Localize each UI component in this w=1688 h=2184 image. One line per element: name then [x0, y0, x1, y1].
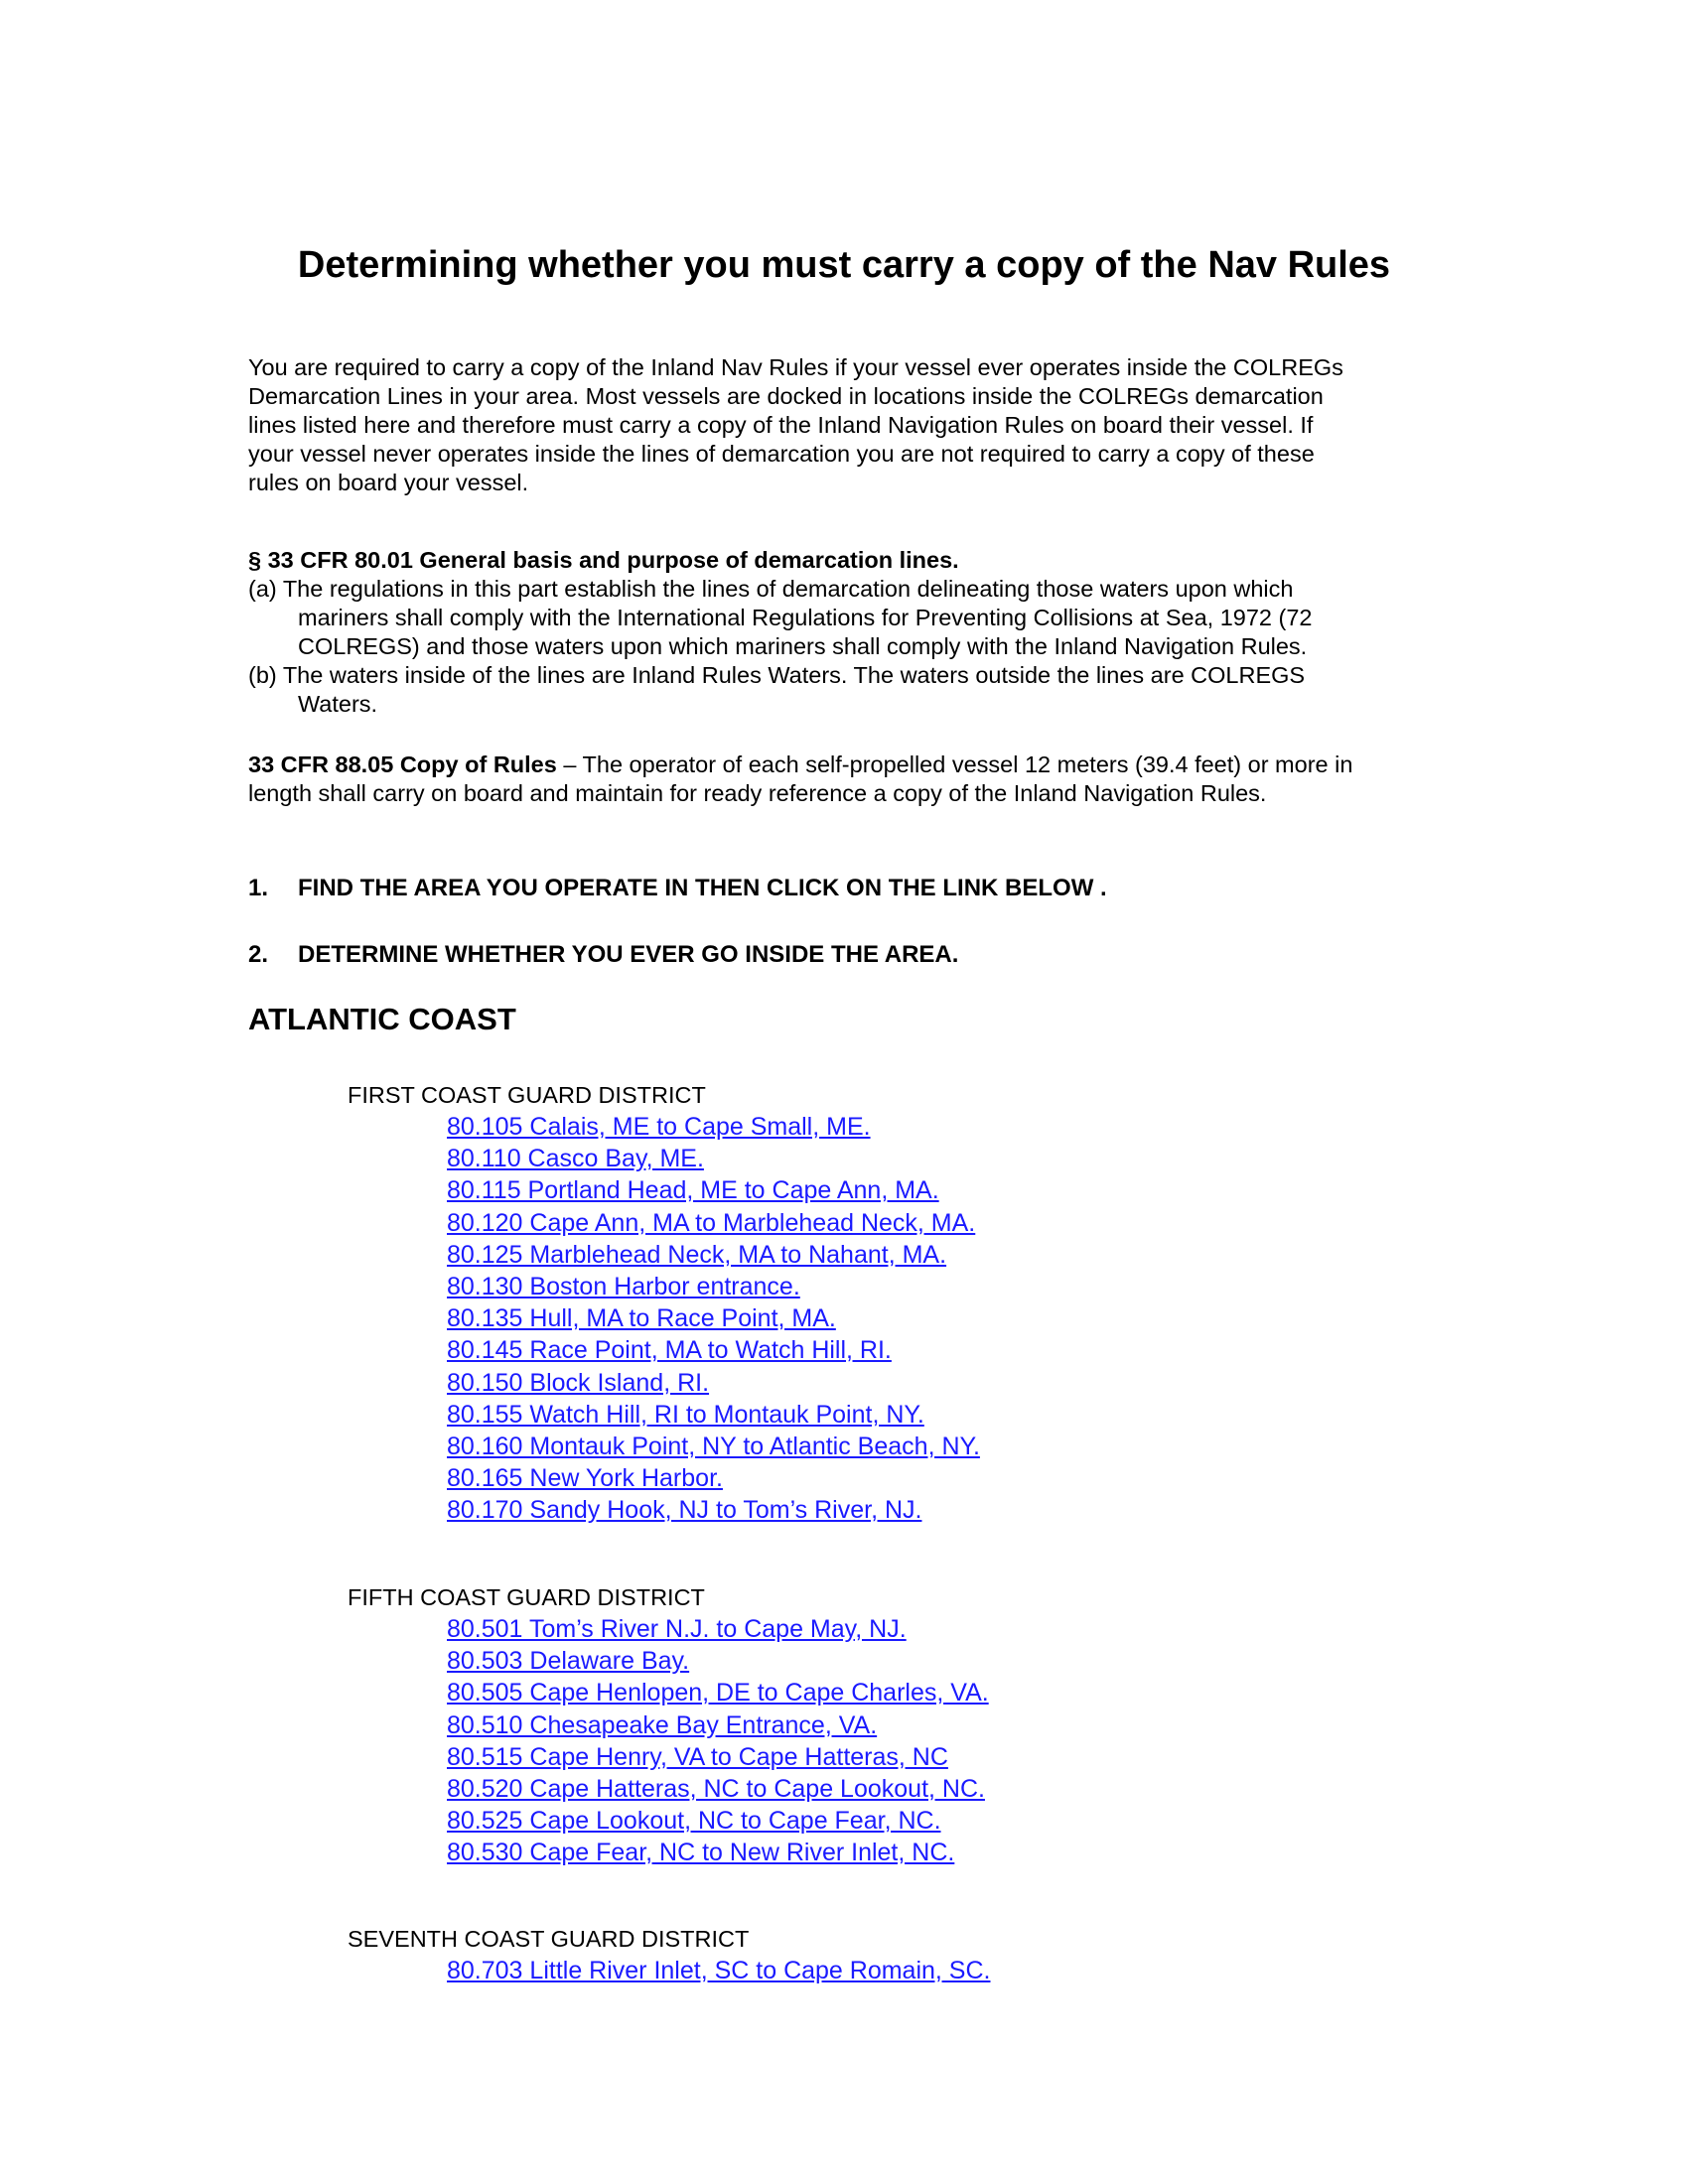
step-2: [248, 940, 958, 970]
demarcation-link[interactable]: 80.503 Delaware Bay.: [447, 1647, 690, 1676]
list-item: [447, 1773, 989, 1805]
list-item: [447, 1367, 980, 1399]
demarcation-link[interactable]: 80.525 Cape Lookout, NC to Cape Fear, NC.: [447, 1807, 941, 1836]
list-item: [447, 1613, 989, 1645]
demarcation-link[interactable]: 80.115 Portland Head, ME to Cape Ann, MA.: [447, 1176, 939, 1205]
list-item: [447, 1805, 989, 1837]
page-title: Determining whether you must carry a copy of the Nav Rules: [297, 244, 1391, 286]
demarcation-link[interactable]: 80.510 Chesapeake Bay Entrance, VA.: [447, 1710, 878, 1739]
list-item: [447, 1709, 989, 1741]
list-item: [447, 1399, 980, 1431]
list-item: [447, 1677, 989, 1708]
demarcation-link[interactable]: 80.160 Montauk Point, NY to Atlantic Beach, NY.: [447, 1433, 980, 1461]
demarcation-link[interactable]: 80.130 Boston Harbor entrance.: [447, 1273, 800, 1301]
demarcation-link[interactable]: 80.703 Little River Inlet, SC to Cape Romain, SC.: [447, 1957, 991, 1984]
first-district-section: [348, 1079, 980, 1527]
section-80-01-b: (b) The waters inside of the lines are Inland Rules Waters. The waters outside the lines are COLREGS: [248, 662, 1306, 688]
step-number: 1.: [248, 875, 269, 901]
section-88-05-text: – The operator of each self-propelled vessel 12 meters (39.4 feet) or more in: [556, 751, 1353, 777]
list-item: [447, 1741, 989, 1773]
section-88-05-line: length shall carry on board and maintain for ready reference a copy of the Inland Navigation Rules.: [248, 780, 1267, 806]
district-link-list: [348, 1613, 989, 1869]
section-80-01-heading: § 33 CFR 80.01 General basis and purpose of demarcation lines.: [248, 547, 959, 573]
list-item: [447, 1271, 980, 1302]
district-name: FIFTH COAST GUARD DISTRICT: [348, 1584, 705, 1610]
list-item: [447, 1334, 980, 1366]
list-item: [447, 1143, 980, 1174]
list-item: [447, 1239, 980, 1271]
district-name: FIRST COAST GUARD DISTRICT: [348, 1082, 706, 1108]
demarcation-link[interactable]: 80.105 Calais, ME to Cape Small, ME.: [447, 1113, 871, 1141]
section-80-01-a-cont: mariners shall comply with the International Regulations for Preventing Collisions at Sea, 1972 (72: [298, 605, 1313, 630]
section-80-01-a: (a) The regulations in this part establish the lines of demarcation delineating those waters upon which: [248, 576, 1294, 602]
section-80-01-b-cont: Waters.: [298, 691, 378, 717]
section-88-05: [248, 751, 1440, 808]
intro-paragraph: [248, 353, 1440, 497]
demarcation-link[interactable]: 80.505 Cape Henlopen, DE to Cape Charles, VA.: [447, 1679, 989, 1707]
section-88-05-heading: 33 CFR 88.05 Copy of Rules: [248, 751, 557, 777]
demarcation-link[interactable]: 80.125 Marblehead Neck, MA to Nahant, MA.: [447, 1240, 947, 1269]
intro-line: rules on board your vessel.: [248, 470, 529, 495]
list-item: [447, 1302, 980, 1334]
list-item: [447, 1837, 989, 1868]
step-text: DETERMINE WHETHER YOU EVER GO INSIDE THE AREA.: [298, 941, 959, 968]
demarcation-link[interactable]: 80.165 New York Harbor.: [447, 1464, 723, 1493]
section-88-05-line: [248, 751, 1440, 779]
list-item: [447, 1645, 989, 1677]
step-text: FIND THE AREA YOU OPERATE IN THEN CLICK ON THE LINK BELOW .: [298, 875, 1107, 901]
demarcation-link[interactable]: 80.170 Sandy Hook, NJ to Tom’s River, NJ.: [447, 1496, 922, 1525]
demarcation-link[interactable]: 80.145 Race Point, MA to Watch Hill, RI.: [447, 1336, 892, 1365]
district-name: SEVENTH COAST GUARD DISTRICT: [348, 1926, 750, 1952]
step-1: [248, 874, 1107, 903]
list-item: [447, 1111, 980, 1143]
list-item: [447, 1462, 980, 1494]
intro-line: lines listed here and therefore must carry a copy of the Inland Navigation Rules on board their vessel. If: [248, 412, 1314, 438]
list-item: [447, 1431, 980, 1462]
intro-line: your vessel never operates inside the lines of demarcation you are not required to carry a copy of these: [248, 441, 1315, 467]
demarcation-link[interactable]: 80.501 Tom’s River N.J. to Cape May, NJ.: [447, 1615, 907, 1643]
section-80-01: [248, 546, 1440, 719]
seventh-district-section: [348, 1923, 991, 1986]
list-item: [447, 1207, 980, 1239]
demarcation-link[interactable]: 80.110 Casco Bay, ME.: [447, 1145, 704, 1173]
demarcation-link[interactable]: 80.530 Cape Fear, NC to New River Inlet, NC.: [447, 1839, 955, 1867]
demarcation-link[interactable]: 80.155 Watch Hill, RI to Montauk Point, NY.: [447, 1400, 924, 1429]
intro-line: You are required to carry a copy of the Inland Nav Rules if your vessel ever operates inside the COLREGs: [248, 354, 1343, 380]
list-item: [447, 1955, 991, 1986]
list-item: [447, 1174, 980, 1206]
demarcation-link[interactable]: 80.515 Cape Henry, VA to Cape Hatteras, NC: [447, 1742, 948, 1771]
demarcation-link[interactable]: 80.520 Cape Hatteras, NC to Cape Lookout, NC.: [447, 1775, 985, 1804]
fifth-district-section: [348, 1581, 989, 1869]
section-80-01-a-cont: COLREGS) and those waters upon which mariners shall comply with the Inland Navigation Rules.: [298, 633, 1308, 659]
step-number: 2.: [248, 941, 269, 968]
district-link-list: [348, 1955, 991, 1986]
demarcation-link[interactable]: 80.135 Hull, MA to Race Point, MA.: [447, 1304, 836, 1333]
atlantic-coast-heading: ATLANTIC COAST: [248, 1002, 516, 1036]
demarcation-link[interactable]: 80.150 Block Island, RI.: [447, 1368, 710, 1397]
district-link-list: [348, 1111, 980, 1527]
demarcation-link[interactable]: 80.120 Cape Ann, MA to Marblehead Neck, MA.: [447, 1208, 976, 1237]
list-item: [447, 1494, 980, 1526]
intro-line: Demarcation Lines in your area. Most vessels are docked in locations inside the COLREGs demarcation: [248, 383, 1324, 409]
